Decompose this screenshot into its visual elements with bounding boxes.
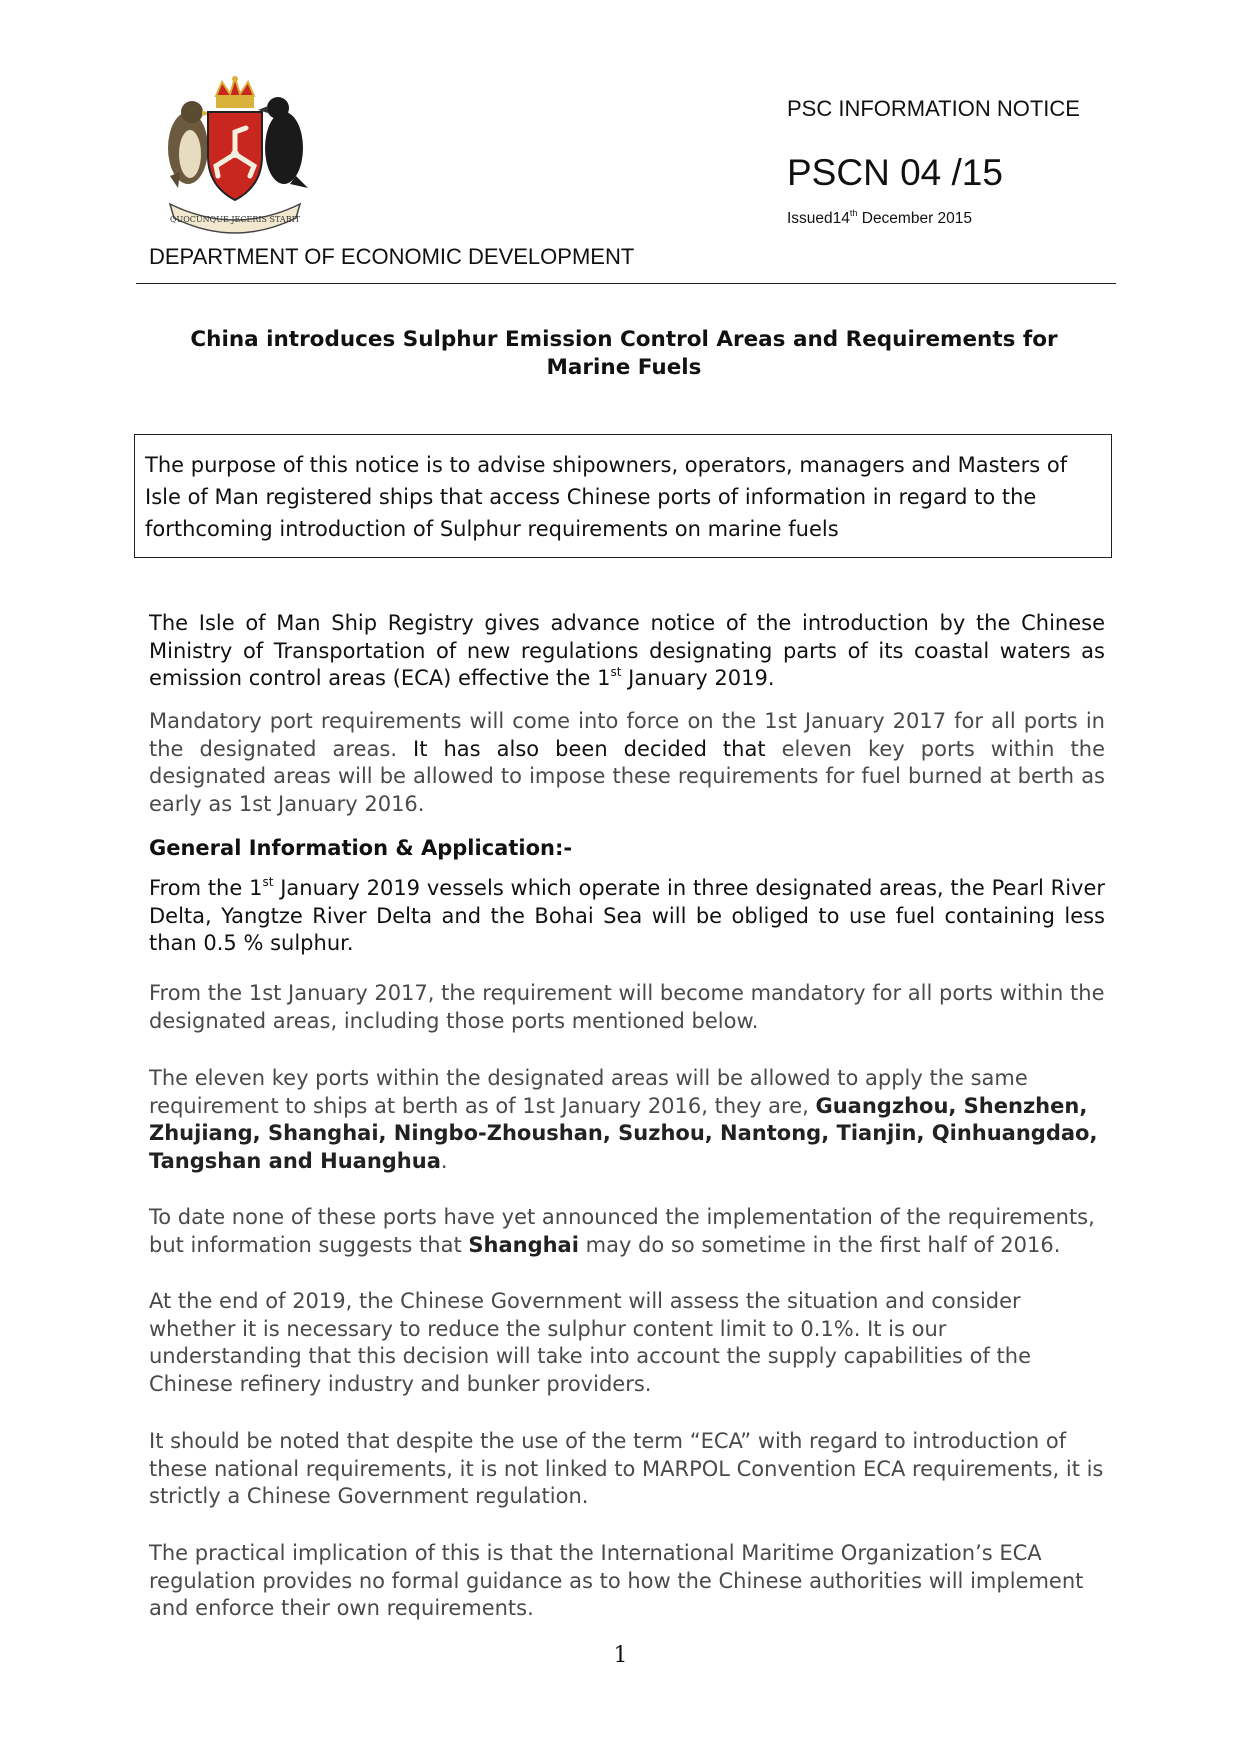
falcon-icon [168, 101, 210, 188]
section-heading: General Information & Application:- [149, 836, 573, 860]
svg-text:QUOCUNQUE JECERIS STABIT: QUOCUNQUE JECERIS STABIT [169, 215, 301, 224]
crown-icon [216, 76, 254, 108]
paragraph-introduction: The Isle of Man Ship Registry gives advance notice of the introduction by the Chinese Ministry of Transportation of new regulations designating parts of its coastal waters as emission control areas (ECA) effective the 1st January 2019. [149, 611, 1105, 690]
paragraph-eca-note: It should be noted that despite the use of the term “ECA” with regard to introduction of these national requirements, it is not linked to MARPOL Convention ECA requirements, it is strictly a Chinese Government regulation. [149, 1429, 1104, 1508]
document-title: China introduces Sulphur Emission Control Areas and Requirements for Marine Fuels [190, 327, 1058, 380]
paragraph-assessment: At the end of 2019, the Chinese Government will assess the situation and consider whether it is necessary to reduce the sulphur content limit to 0.1%. It is our understanding that this decision will take into account the supply capabilities of the Chinese refinery industry and bunker providers. [149, 1289, 1032, 1396]
notice-type: PSC INFORMATION NOTICE [787, 96, 1080, 121]
paragraph-practical-implication: The practical implication of this is that the International Maritime Organization’s ECA regulation provides no formal guidance as to how the Chinese authorities will implement and enforce their own requirements. [149, 1541, 1084, 1620]
isle-of-man-crest-logo [150, 76, 320, 236]
paragraph-application: From the 1st January 2019 vessels which operate in three designated areas, the Pearl River Delta, Yangtze River Delta and the Bohai Sea will be obliged to use fuel containing less than 0.5 % sulphur. [149, 875, 1106, 955]
raven-icon [258, 97, 308, 188]
paragraph-implementation: To date none of these ports have yet announced the implementation of the requirements, but information suggests that Shanghai may do so sometime in the first half of 2016. [149, 1205, 1095, 1257]
issued-date: Issued14th December 2015 [787, 208, 973, 227]
purpose-box: The purpose of this notice is to advise shipowners, operators, managers and Masters of Isle of Man registered ships that access Chinese ports of information in regard to the forthcoming introduction of Sulphur requirements on marine fuels [134, 434, 1112, 558]
page-number: 1 [613, 1643, 628, 1668]
paragraph-2017-mandatory: From the 1st January 2017, the requirement will become mandatory for all ports within the designated areas, including those ports mentioned below. [149, 981, 1105, 1033]
paragraph-key-ports: The eleven key ports within the designated areas will be allowed to apply the same requirement to ships at berth as of 1st January 2016, they are, Guangzhou, Shenzhen, Zhujiang, Shanghai, Ningbo-Zhoushan, Suzhou, Nantong, Tianjin, Qinhuangdao, Tangshan and Huanghua. [149, 1066, 1098, 1173]
department-name: DEPARTMENT OF ECONOMIC DEVELOPMENT [149, 244, 635, 269]
header-divider [136, 283, 1116, 284]
paragraph-mandatory-requirements: Mandatory port requirements will come into force on the 1st January 2017 for all ports in the designated areas. It has also been decided that eleven key ports within the designated areas will be allowed to impose these requirements for fuel burned at berth as early as 1st January 2016. [149, 709, 1105, 816]
notice-reference: PSCN 04 /15 [787, 152, 1003, 193]
